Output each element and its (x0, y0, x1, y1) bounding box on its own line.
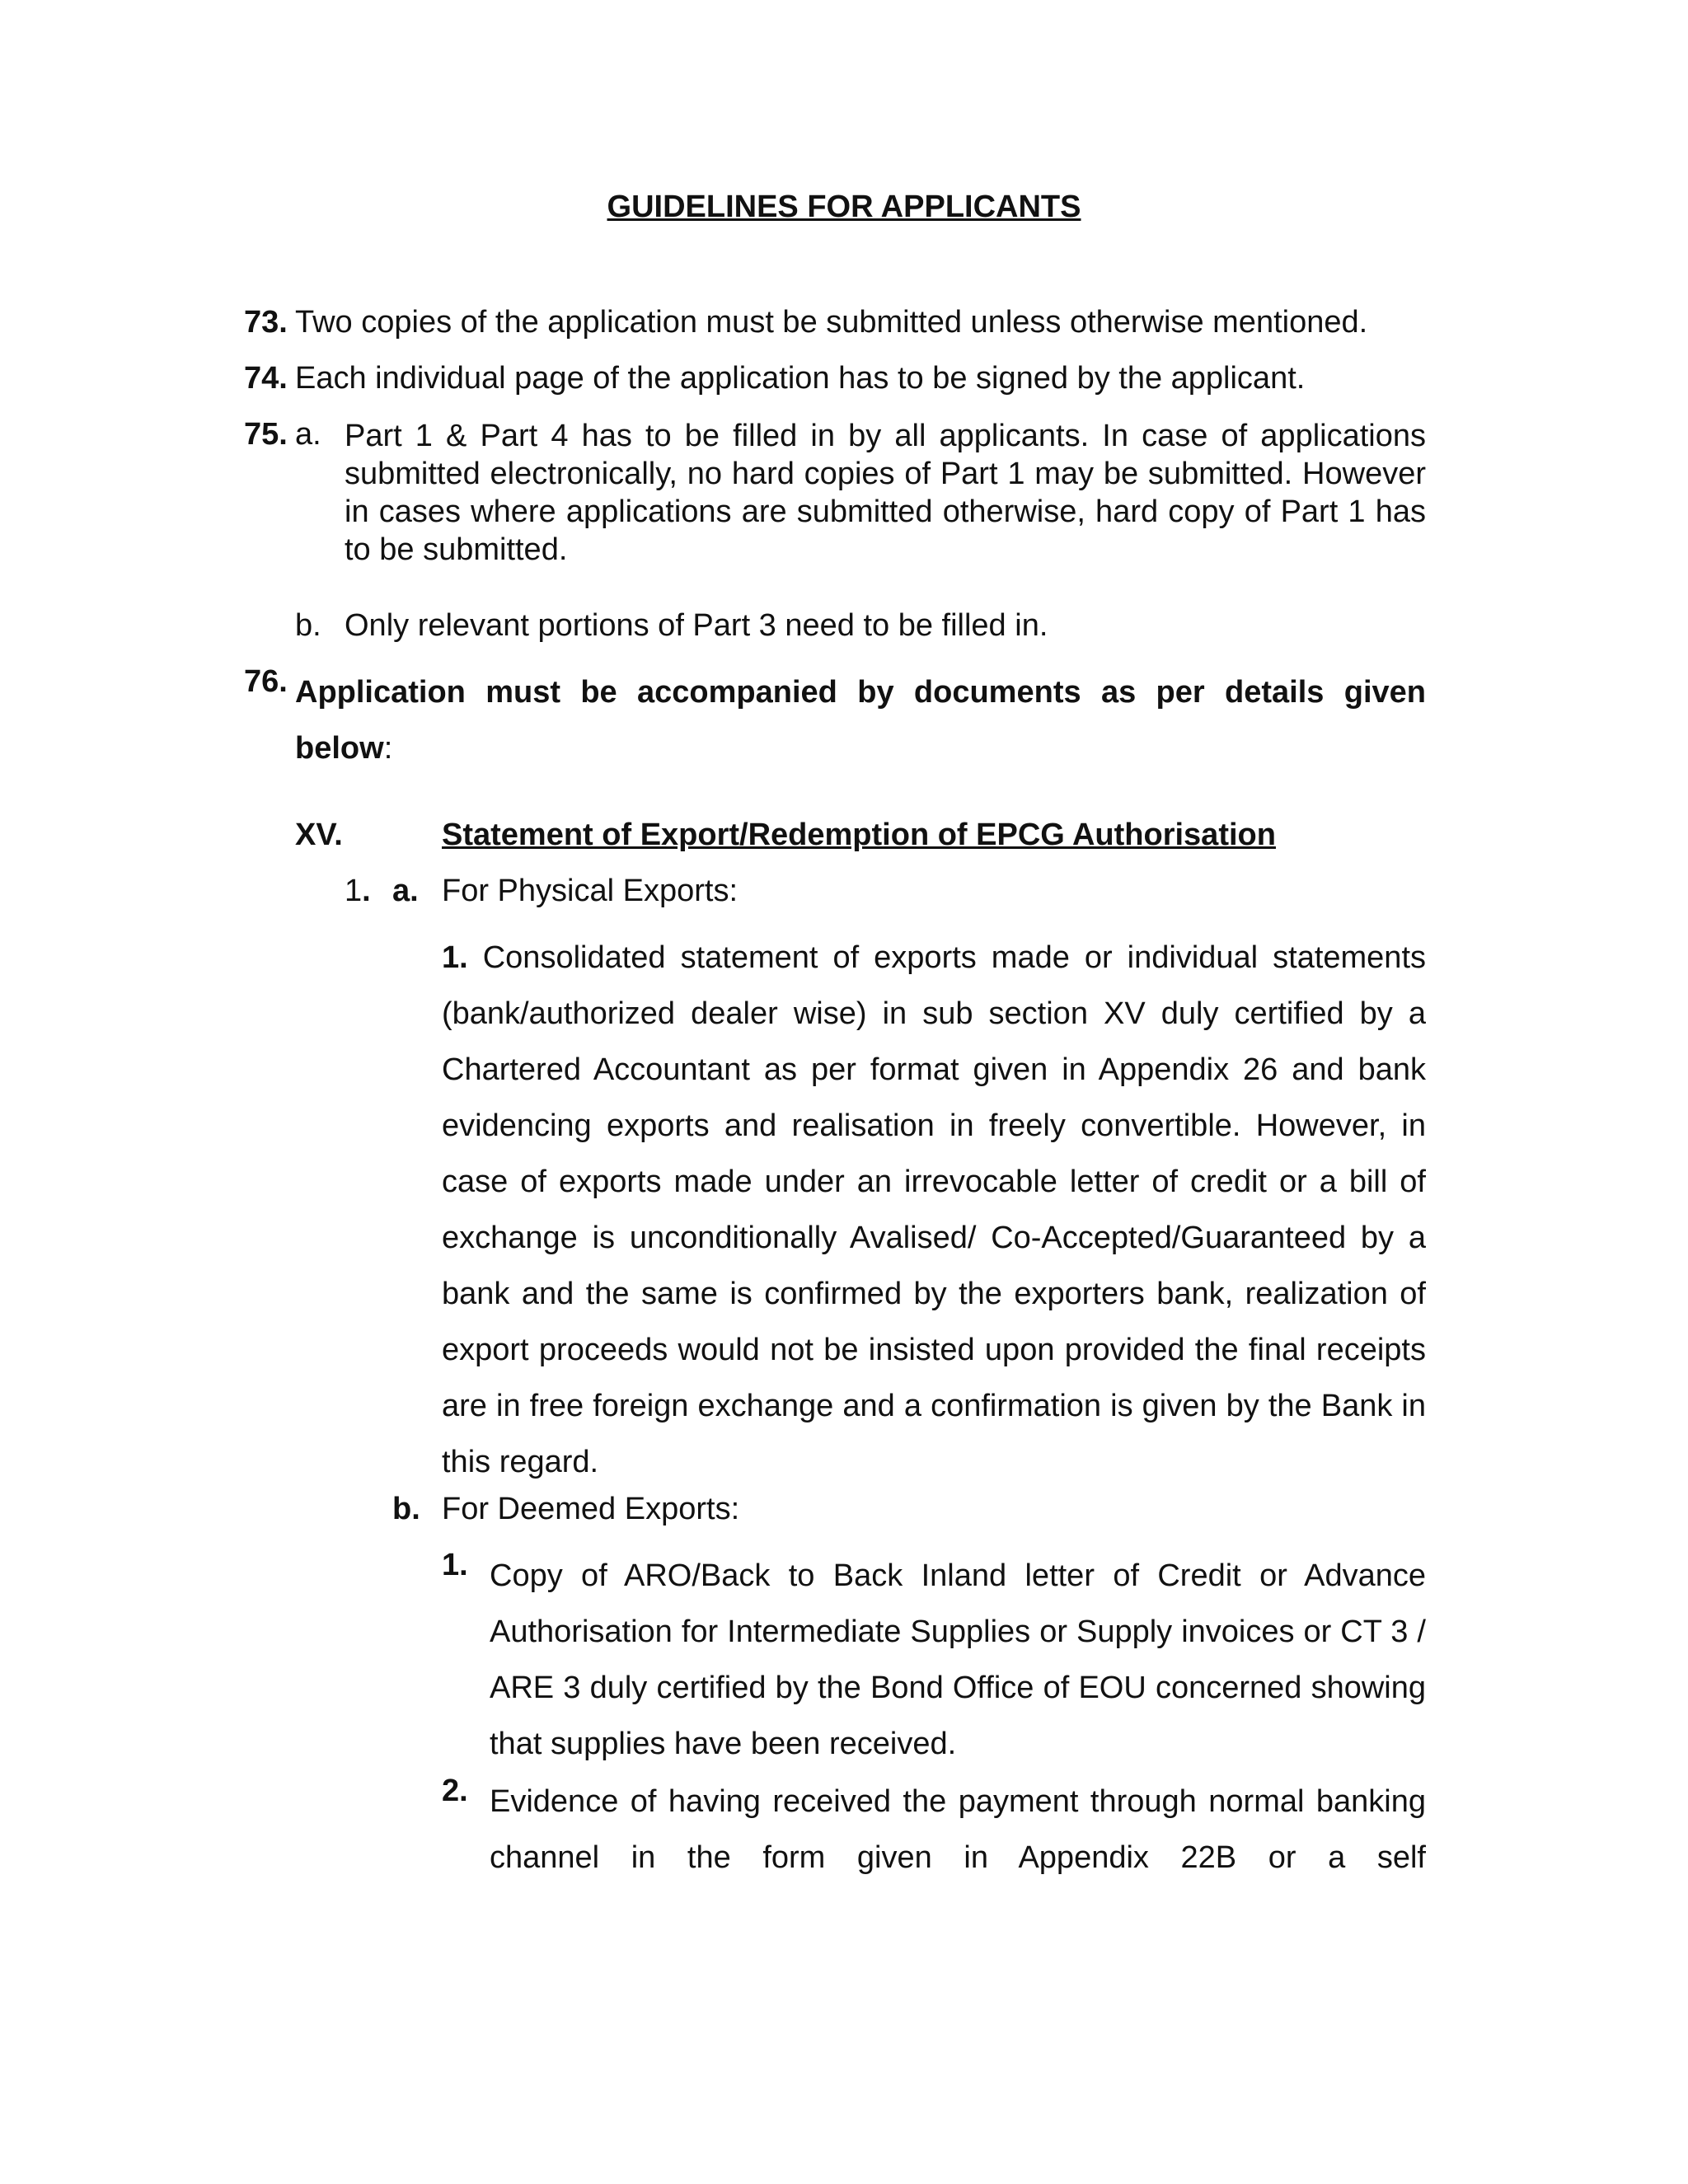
item-75-b-text: Only relevant portions of Part 3 need to be filled in. (345, 608, 1048, 643)
item-75-a-label: a. (295, 417, 321, 452)
deemed-exports-item-1-num: 1. (442, 1548, 468, 1582)
item-text-74: Each individual page of the application has to be signed by the applicant. (295, 361, 1306, 396)
page-title: GUIDELINES FOR APPLICANTS (607, 190, 1081, 224)
item-75-a-text: Part 1 & Part 4 has to be filled in by all applicants. In case of applications submitted electronically, no hard copies of Part 1 may be submitted. However in cases where applications are submitted otherwise, hard copy of Part 1 has to be submitted. (345, 419, 1426, 567)
deemed-exports-item-1-text: Copy of ARO/Back to Back Inland letter of Credit or Advance Authorisation for Intermediate Supplies or Supply invoices or CT 3 / ARE 3 duly certified by the Bond Office of EOU concerned showing that supplies have been received. (490, 1558, 1426, 1761)
item-text-76-main: Application must be accompanied by documents as per details given below (295, 675, 1426, 766)
deemed-exports-heading: For Deemed Exports: (442, 1492, 740, 1526)
item-number-74: 74. (244, 361, 288, 396)
physical-exports-heading: For Physical Exports: (442, 874, 738, 908)
item-75-b-label: b. (295, 608, 321, 643)
sub-item-dot: . (362, 874, 371, 908)
physical-exports-item-1-num: 1. (442, 940, 468, 975)
deemed-exports-label: b. (392, 1492, 420, 1526)
item-number-73: 73. (244, 305, 288, 340)
item-number-75: 75. (244, 417, 288, 452)
item-number-76: 76. (244, 664, 288, 699)
item-text-76-colon: : (383, 731, 393, 766)
deemed-exports-item-2-text: Evidence of having received the payment through normal banking channel in the form given in Appendix 22B or a self (490, 1784, 1426, 1875)
deemed-exports-item-2-num: 2. (442, 1774, 468, 1808)
physical-exports-label: a. (392, 874, 419, 908)
item-text-76 (295, 664, 1426, 776)
physical-exports-item-1 (442, 930, 1426, 1490)
section-heading: Statement of Export/Redemption of EPCG Authorisation (442, 818, 1276, 852)
section-label: XV. (295, 818, 343, 852)
sub-item-number: 1 (345, 874, 363, 908)
physical-exports-item-1-text: Consolidated statement of exports made or individual statements (bank/authorized dealer wise) in sub section XV duly certified by a Chartered Accountant as per format given in Appendix 26 and bank evidencing exports and realisation in freely convertible. However, in case of exports made under an irrevocable letter of credit or a bill of exchange is unconditionally Avalised/ Co-Accepted/Guaranteed by a bank and the same is confirmed by the exporters bank, realization of export proceeds would not be insisted upon provided the final receipts are in free foreign exchange and a confirmation is given by the Bank in this regard. (442, 940, 1426, 1479)
item-text-73: Two copies of the application must be submitted unless otherwise mentioned. (295, 305, 1368, 340)
